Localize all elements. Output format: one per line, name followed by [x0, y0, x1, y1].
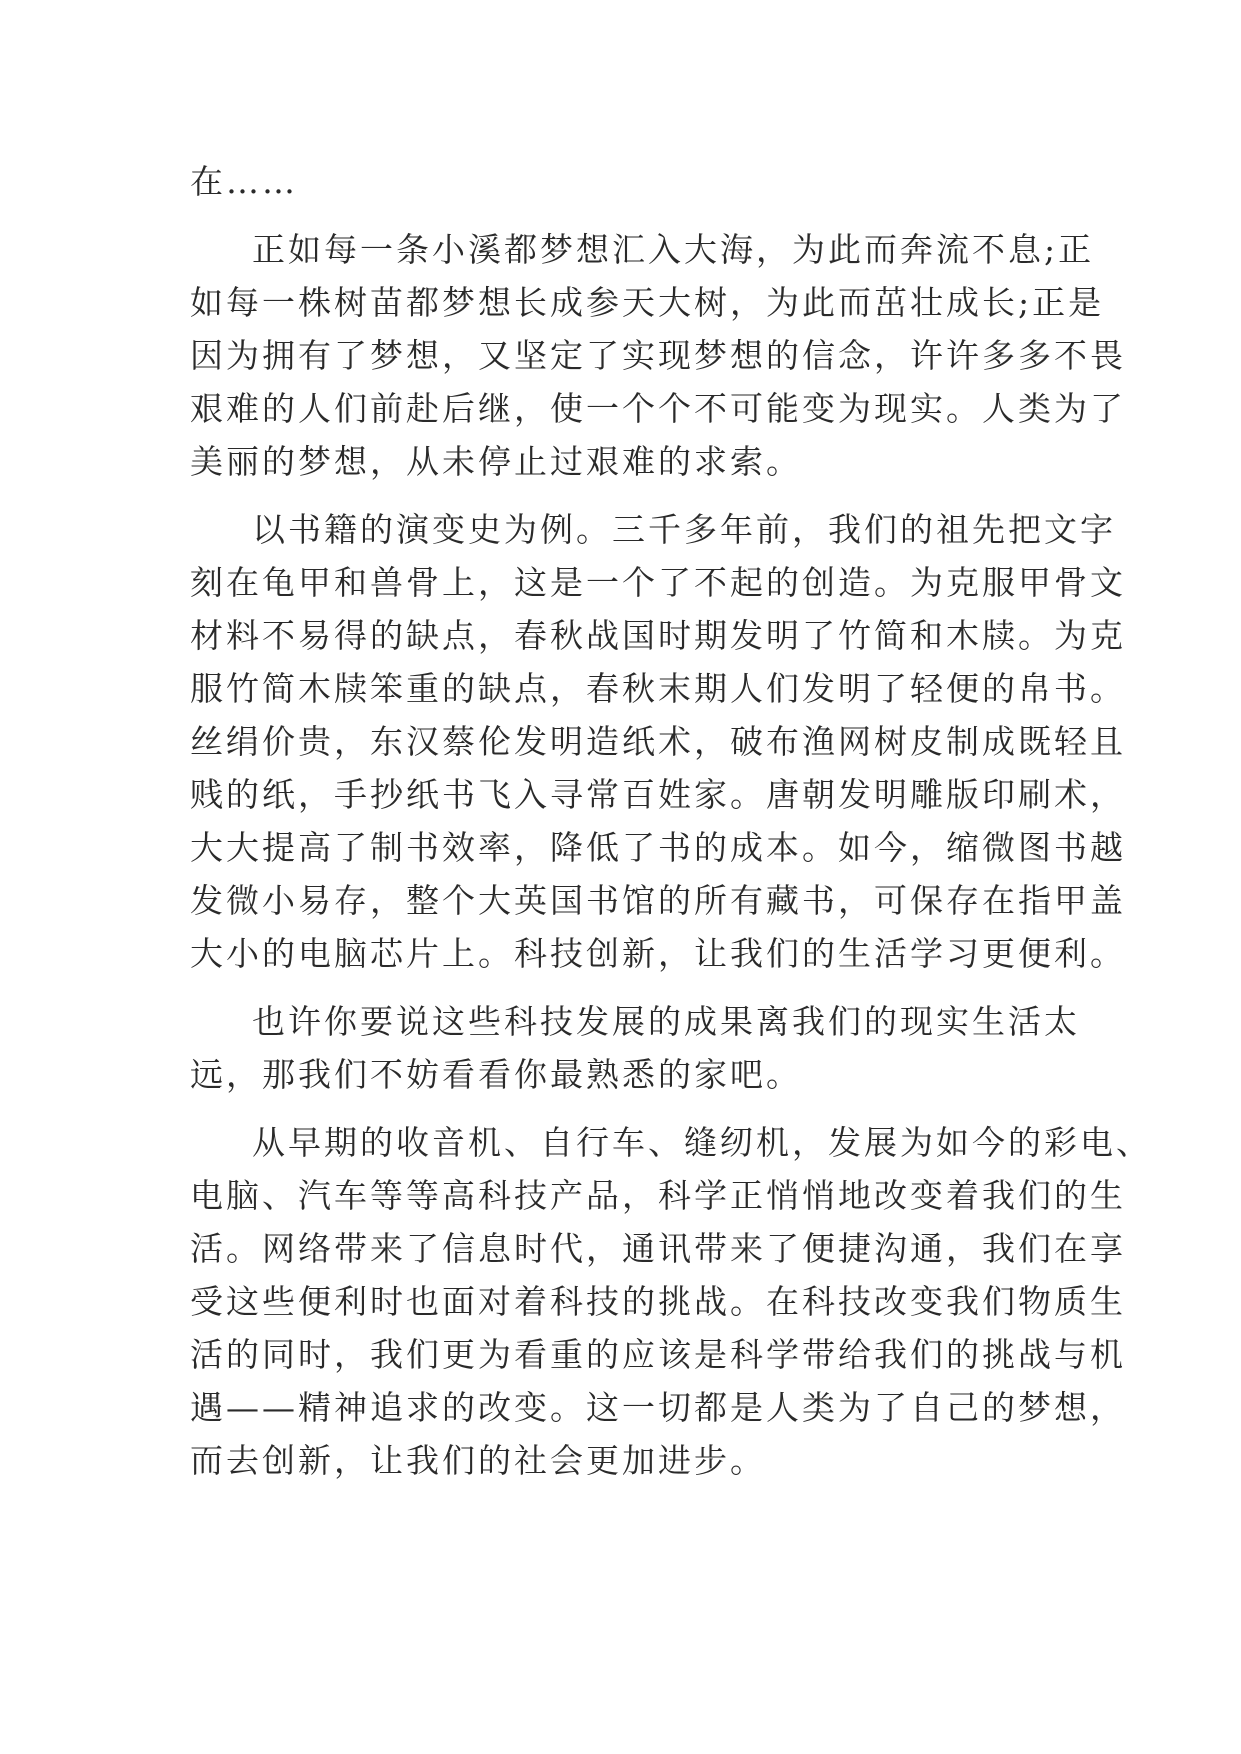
paragraph-first-line: 也许你要说这些科技发展的成果离我们的现实生活太	[252, 1002, 1080, 1041]
text-line: 遇——精神追求的改变。这一切都是人类为了自己的梦想，	[190, 1388, 1126, 1427]
text-line: 远，那我们不妨看看你最熟悉的家吧。	[190, 1055, 802, 1094]
text-line: 活的同时，我们更为看重的应该是科学带给我们的挑战与机	[190, 1335, 1126, 1374]
text-line: 大大提高了制书效率，降低了书的成本。如今，缩微图书越	[190, 828, 1126, 867]
paragraph-first-line: 以书籍的演变史为例。三千多年前，我们的祖先把文字	[252, 510, 1116, 549]
text-line: 材料不易得的缺点，春秋战国时期发明了竹简和木牍。为克	[190, 616, 1126, 655]
text-line: 电脑、汽车等等高科技产品，科学正悄悄地改变着我们的生	[190, 1176, 1126, 1215]
text-line: 服竹简木牍笨重的缺点，春秋末期人们发明了轻便的帛书。	[190, 669, 1126, 708]
text-line: 丝绢价贵，东汉蔡伦发明造纸术，破布渔网树皮制成既轻且	[190, 722, 1126, 761]
text-line: 因为拥有了梦想，又坚定了实现梦想的信念，许许多多不畏	[190, 336, 1126, 375]
paragraph-first-line: 从早期的收音机、自行车、缝纫机，发展为如今的彩电、	[252, 1123, 1152, 1162]
text-line: 大小的电脑芯片上。科技创新，让我们的生活学习更便利。	[190, 934, 1126, 973]
text-line: 贱的纸，手抄纸书飞入寻常百姓家。唐朝发明雕版印刷术，	[190, 775, 1126, 814]
paragraph-first-line: 正如每一条小溪都梦想汇入大海，为此而奔流不息;正	[252, 230, 1095, 269]
text-line: 而去创新，让我们的社会更加进步。	[190, 1441, 766, 1480]
text-line: 美丽的梦想，从未停止过艰难的求索。	[190, 442, 802, 481]
text-line: 发微小易存，整个大英国书馆的所有藏书，可保存在指甲盖	[190, 881, 1126, 920]
text-line: 在……	[190, 162, 298, 201]
text-line: 活。网络带来了信息时代，通讯带来了便捷沟通，我们在享	[190, 1229, 1126, 1268]
text-line: 如每一株树苗都梦想长成参天大树，为此而茁壮成长;正是	[190, 283, 1105, 322]
text-line: 受这些便利时也面对着科技的挑战。在科技改变我们物质生	[190, 1282, 1126, 1321]
text-line: 艰难的人们前赴后继，使一个个不可能变为现实。人类为了	[190, 389, 1126, 428]
text-line: 刻在龟甲和兽骨上，这是一个了不起的创造。为克服甲骨文	[190, 563, 1126, 602]
document-body	[190, 155, 1152, 1487]
